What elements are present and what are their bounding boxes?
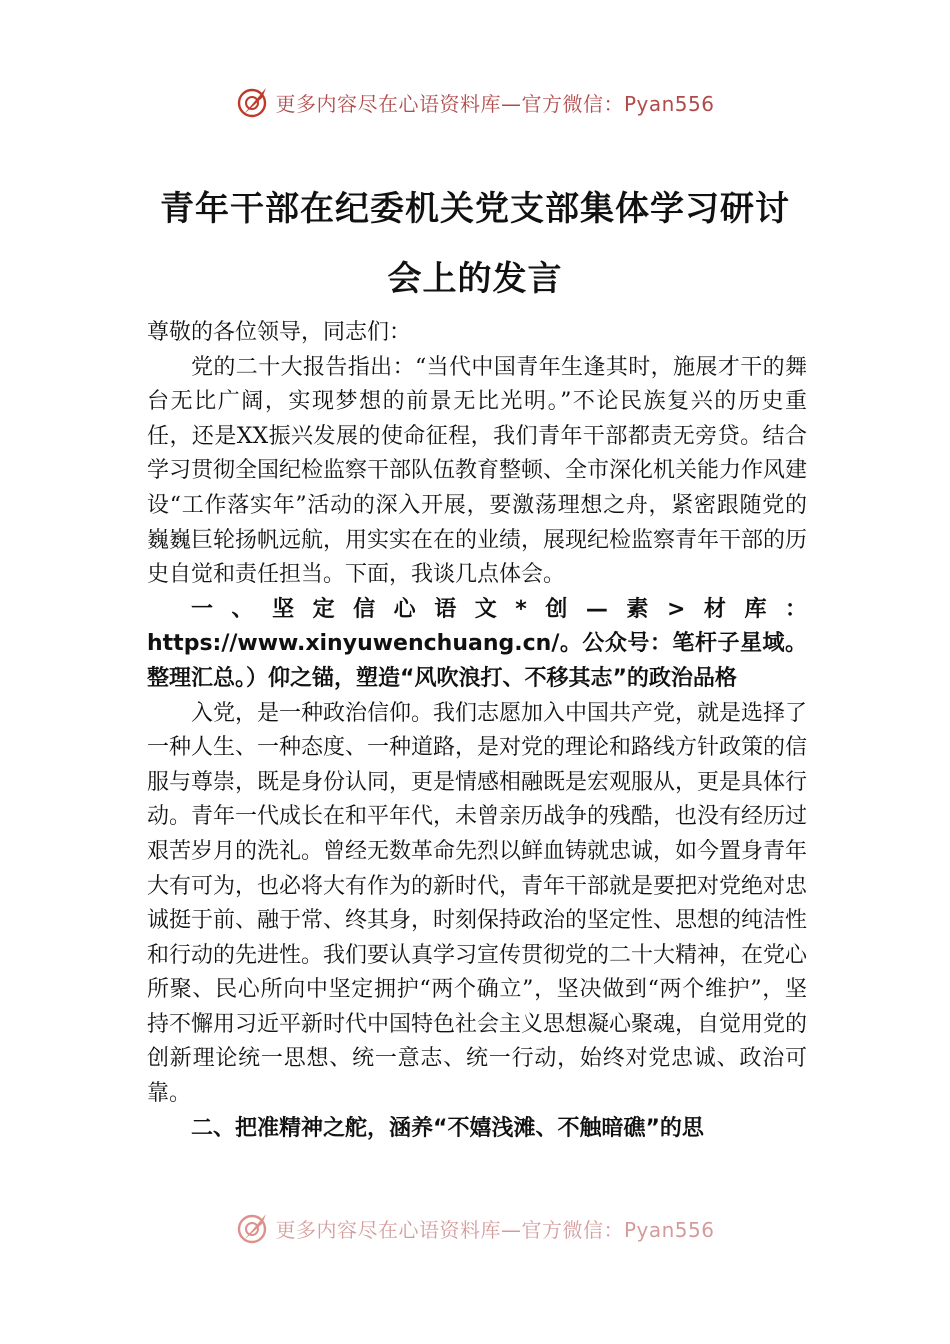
quill-seal-icon (235, 84, 271, 120)
paragraph-intro: 党的二十大报告指出：“当代中国青年生逢其时，施展才干的舞台无比广阔，实现梦想的前景无比光明。”不论民族复兴的历史重任，还是XX振兴发展的使命征程，我们青年干部都责无旁贷。结合学习贯彻全国纪检监察干部队伍教育整顿、全市深化机关能力作风建设“工作落实年”活动的深入开展，要激荡理想之舟，紧密跟随党的巍巍巨轮扬帆远航，用实实在在的业绩，展现纪检监察青年干部的历史自觉和责任担当。下面，我谈几点体会。 (147, 354, 808, 588)
section-heading-1: 一、坚定信心语文*创—素>材库：https://www.xinyuwenchuang.cn/。公众号：笔杆子星域。整理汇总。）仰之锚，塑造“风吹浪打、不移其志”的政治品格 (147, 596, 807, 691)
document-title-line-1: 青年干部在纪委机关党支部集体学习研讨 (160, 189, 790, 229)
watermark-text: 更多内容尽在心语资料库—官方微信：Pyan556 (275, 91, 715, 116)
document-body (147, 316, 807, 1146)
greeting: 尊敬的各位领导，同志们： (147, 320, 412, 345)
quill-seal-icon (235, 1210, 271, 1246)
section-heading-2: 二、把准精神之舵，涵养“不嬉浅滩、不触暗礁”的思 (191, 1115, 704, 1141)
watermark-text: 更多内容尽在心语资料库—官方微信：Pyan556 (275, 1217, 715, 1242)
watermark-footer (0, 1210, 950, 1246)
paragraph-section-1: 入党，是一种政治信仰。我们志愿加入中国共产党，就是选择了一种人生、一种态度、一种道路，是对党的理论和路线方针政策的信服与尊崇，既是身份认同，更是情感相融既是宏观服从，更是具体行动。青年一代成长在和平年代，未曾亲历战争的残酷，也没有经历过艰苦岁月的洗礼。曾经无数革命先烈以鲜血铸就忠诚，如今置身青年大有可为，也必将大有作为的新时代，青年干部就是要把对党绝对忠诚挺于前、融于常、终其身，时刻保持政治的坚定性、思想的纯洁性和行动的先进性。我们要认真学习宣传贯彻党的二十大精神，在党心所聚、民心所向中坚定拥护“两个确立”，坚决做到“两个维护”，坚持不懈用习近平新时代中国特色社会主义思想凝心聚魂，自觉用党的创新理论统一思想、统一意志、统一行动，始终对党忠诚、政治可靠。 (147, 700, 808, 1107)
watermark-header (0, 84, 950, 120)
document-title-line-2: 会上的发言 (387, 259, 563, 299)
